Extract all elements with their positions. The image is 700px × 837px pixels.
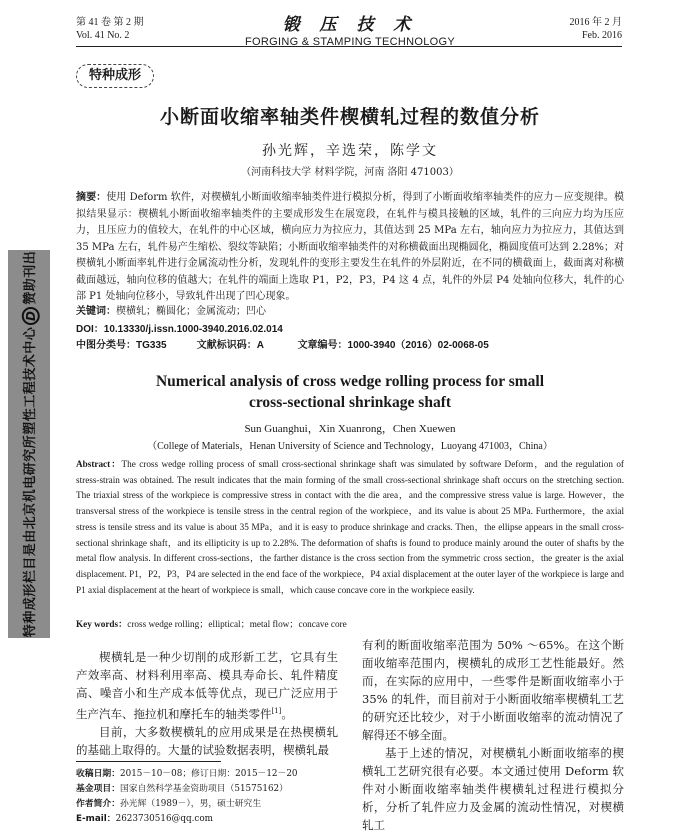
abstract-zh [76, 190, 624, 306]
authors-zh: 孙光辉，辛选荣，陈学文 [262, 143, 438, 159]
body-paragraph [76, 648, 338, 723]
keywords-en-text: cross wedge rolling；elliptical；metal flow；concave core [127, 619, 347, 629]
class-number: 中图分类号：TG335 [76, 340, 167, 351]
footnote-text[interactable]: 2623730516@qq.com [115, 814, 213, 824]
issue-date [570, 16, 623, 42]
date-zh: 2016 年 2 月 [569, 17, 622, 28]
footnote-received [76, 767, 346, 782]
body-column-right [362, 636, 624, 834]
body-text: 。 [281, 706, 293, 721]
volume-en: Vol. 41 No. 2 [76, 30, 130, 41]
body-column-left [76, 648, 338, 759]
footnote-label: E-mail： [76, 814, 116, 824]
body-paragraph: 基于上述的情况，对楔横轧小断面收缩率的楔横轧工艺研究很有必要。本文通过使用 Deform 软件对小断面收缩率轴类件楔横轧过程进行模拟分析，分析了轧件应力及金属的流动性情况，对楔横轧工 [362, 746, 624, 832]
authors-en: Sun Guanghui，Xin Xuanrong，Chen Xuewen [244, 423, 456, 435]
sponsor-text [19, 249, 40, 639]
body-paragraph: 目前，大多数楔横轧的应用成果是在热楔横轧的基础上取得的。大量的试验数据表明，楔横轧最 [76, 724, 338, 757]
abstract-en-text: The cross wedge rolling process of small cross-sectional shrinkage shaft was simulated by software Deform，and the regulation of stress-strain was obtained. The result indicates that the main forming of the small cross-sectional shrinkage shaft occurs on the stretching section. The triaxial stress of the workpiece is compressive stress in contact with the die area，and the compressive stress value is large. However，the transversal stress of the workpiece is tensile stress in the central region of the workpiece，and its value is about 25 MPa. Furthermore，the axial stress is tensile stress and its value is about 35 MPa，and it is easy to produce shrinkage and cracks. Then，the ellipse appears in the small cross-sectional shrinkage shaft，and its ellipticity is up to 2.28%. The deformation of shafts is found to produce mainly around the outer of shafts by the metal flow analysis. In different cross-sections，the farther distance is the cross section from the symmetric cross section，the greater is the axial displacement. P1，P2，P3，P4 are selected in the end face of the workpiece，P4 axial displacement at the outer layer of the workpiece is large and P1 axial displacement at the heart of workpiece is small，which cause concave core in the workpiece easily. [76, 459, 624, 595]
body-text: 楔横轧是一种少切削的成形新工艺，它具有生产效率高、材料利用率高、模具寿命长、轧件精度高、噪音小和生产成本低等优点，现已广泛应用于生产汽车、拖拉机和摩托车的轴类零件 [76, 650, 338, 721]
article-number: 文章编号：1000-3940（2016）02-0068-05 [297, 340, 489, 351]
footnote-label: 作者简介： [76, 799, 120, 809]
document-code: 文献标识码：A [196, 340, 265, 351]
keywords-en-label: Key words： [76, 619, 128, 629]
keywords-zh [76, 305, 624, 319]
sponsor-logo-icon: D [21, 307, 39, 325]
affiliation-en: （College of Materials，Henan University of Science and Technology，Luoyang 471003，China） [147, 441, 553, 452]
footnote-text: 国家自然科学基金资助项目（51575162） [120, 784, 288, 794]
footnote-author [76, 797, 346, 812]
footnote-label: 收稿日期： [76, 769, 120, 779]
keywords-zh-label: 关键词： [76, 306, 116, 317]
sponsor-text-start: 特种成形栏目是由北京机电研究所塑性工程技术中心 [22, 326, 38, 638]
journal-title-en: FORGING & STAMPING TECHNOLOGY [245, 36, 455, 48]
footnote-fund [76, 782, 346, 797]
footnotes [76, 767, 346, 827]
footnote-text: 2015－10－08；修订日期：2015－12－20 [120, 769, 298, 779]
keywords-zh-text: 楔横轧；椭圆化；金属流动；凹心 [116, 306, 266, 317]
citation-ref[interactable]: [1] [271, 707, 282, 715]
abstract-en [76, 457, 624, 598]
journal-title-zh: 锻 压 技 术 [282, 15, 418, 35]
paper-title-en [0, 371, 700, 413]
volume-zh: 第 41 卷 第 2 期 [76, 17, 144, 28]
footnote-email [76, 812, 346, 827]
doi: DOI：10.13330/j.issn.1000-3940.2016.02.014 [76, 324, 283, 335]
classification-line [76, 336, 624, 351]
affiliation-zh: （河南科技大学 材料学院，河南 洛阳 471003） [241, 167, 459, 178]
abstract-en-label: Abstract： [76, 459, 122, 469]
section-badge: 特种成形 [76, 64, 154, 88]
abstract-zh-text: 使用 Deform 软件，对楔横轧小断面收缩率轴类件进行模拟分析，得到了小断面收缩率轴类件的应力－应变规律。模拟结果显示：楔横轧小断面收缩率轴类件的主要成形发生在展宽段，在轧件与模具接触的区域，轧件的三向应力均为压应力，且压应力的值较大，在轧件的中心区域，横向应力为拉应力，其值达到 25 MPa 左右，轴向应力为拉应力，其值达到 35 MPa 左右，轧件易产生缩松、裂纹等缺陷；小断面收缩率轴类件的对称横截面出现椭圆化，椭圆度值可达到 2.28%；对楔横轧小断面率轧件进行金属流动性分析，发现轧件的变形主要发生在轧件的外层附近，在不同的横截面上，截面离对称横截面越远，轴向位移的值越大；在轧件的端面上选取 P1，P2，P3，P4 这 4 点，轧件的外层 P4 处轴向位移大，轧件的心部 P1 处轴向位移小，导致轧件出现了凹心现象。 [76, 192, 624, 302]
paper-title-zh: 小断面收缩率轴类件楔横轧过程的数值分析 [159, 106, 540, 128]
date-en: Feb. 2016 [582, 30, 622, 41]
paper-title-en-line1: Numerical analysis of cross wedge rolling process for small [155, 373, 545, 390]
footnote-text: 孙光辉（1989－），男，硕士研究生 [120, 799, 262, 809]
abstract-zh-label: 摘要： [76, 192, 107, 203]
paper-title-en-line2: cross-sectional shrinkage shaft [248, 394, 452, 411]
body-paragraph: 有利的断面收缩率范围为 50% ～65%。在这个断面收缩率范围内，楔横轧的成形工艺性能最好。然而，在实际的应用中，一些零件是断面收缩率小于 35% 的轧件，而目前对于小断面收缩率楔横轧工艺的研究还比较少，对于小断面收缩率的流动情况了解得还不够全面。 [362, 638, 624, 742]
sponsor-text-end: 赞助刊出 [22, 250, 38, 305]
header-divider [76, 46, 622, 47]
keywords-en [76, 616, 624, 630]
footnote-label: 基金项目： [76, 784, 120, 794]
footnote-divider [76, 761, 221, 762]
